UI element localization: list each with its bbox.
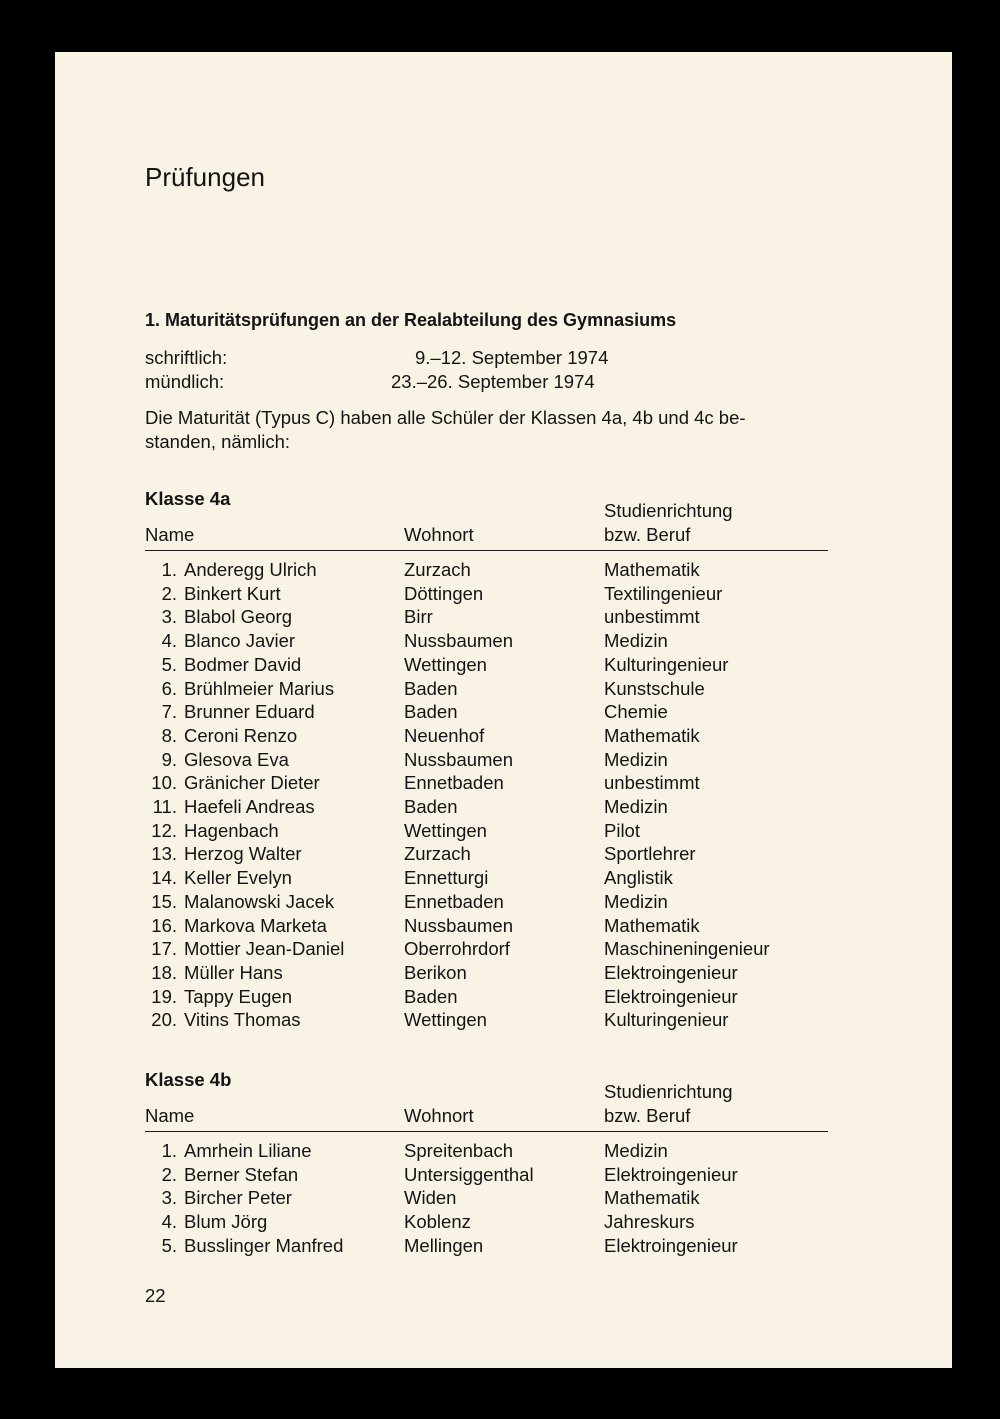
student-wohnort: Ennetbaden <box>404 772 504 794</box>
col-header-wohnort-4b: Wohnort <box>404 1105 474 1126</box>
row-number: 7. <box>161 701 177 723</box>
table-row <box>145 678 845 702</box>
student-wohnort: Wettingen <box>404 819 487 841</box>
intro-text-line2: standen, nämlich: <box>145 431 291 452</box>
student-beruf: Kunstschule <box>604 677 705 699</box>
class-4a-title: Klasse 4a <box>145 488 231 509</box>
schedule-label-written: schriftlich: <box>145 347 228 368</box>
student-name: Blum Jörg <box>184 1211 268 1233</box>
student-name: Haefeli Andreas <box>184 796 315 817</box>
student-name: Berner Stefan <box>184 1163 299 1185</box>
student-beruf: Elektroingenieur <box>604 1234 738 1256</box>
student-name: Gränicher Dieter <box>184 772 320 794</box>
table-row <box>145 583 845 607</box>
row-number: 4. <box>161 630 177 652</box>
student-name: Tappy Eugen <box>184 985 293 1007</box>
intro-text-line1: Die Maturität (Typus C) haben alle Schüler der Klassen 4a, 4b und 4c be- <box>145 407 746 428</box>
table-row <box>145 749 845 773</box>
table-row <box>145 1009 845 1033</box>
schedule-label-oral: mündlich: <box>145 371 225 392</box>
student-beruf: Mathematik <box>604 914 700 936</box>
student-name: Amrhein Liliane <box>184 1140 312 1161</box>
col-header-name-4a: Name <box>145 524 195 545</box>
student-beruf: Sportlehrer <box>604 843 696 865</box>
row-number: 15. <box>151 890 177 912</box>
student-beruf: Kulturingenieur <box>604 1009 729 1031</box>
row-number: 8. <box>161 724 177 746</box>
col-header-studien-4a: Studienrichtung <box>604 500 733 521</box>
table-row <box>145 606 845 630</box>
student-beruf: Medizin <box>604 748 668 770</box>
row-number: 20. <box>151 1009 177 1031</box>
row-number: 18. <box>151 961 177 983</box>
row-number: 1. <box>161 559 177 580</box>
student-beruf: Pilot <box>604 819 640 841</box>
student-name: Hagenbach <box>184 819 279 841</box>
schedule-dates-written: 9.–12. September 1974 <box>415 347 609 368</box>
student-name: Herzog Walter <box>184 843 302 865</box>
student-wohnort: Nussbaumen <box>404 630 514 652</box>
row-number: 5. <box>161 653 177 675</box>
student-wohnort: Spreitenbach <box>404 1140 514 1161</box>
row-number: 6. <box>161 677 177 699</box>
student-name: Vitins Thomas <box>184 1009 301 1031</box>
table-rule-4a <box>145 550 828 551</box>
table-row <box>145 938 845 962</box>
col-header-wohnort-4a: Wohnort <box>404 524 474 545</box>
student-name: Müller Hans <box>184 961 283 983</box>
student-beruf: Medizin <box>604 630 668 652</box>
row-number: 3. <box>161 1187 177 1209</box>
student-wohnort: Nussbaumen <box>404 748 514 770</box>
table-row <box>145 725 845 749</box>
student-beruf: Mathematik <box>604 724 700 746</box>
student-beruf: Medizin <box>604 796 668 817</box>
student-beruf: Kulturingenieur <box>604 653 729 675</box>
student-name: Binkert Kurt <box>184 582 281 604</box>
row-number: 11. <box>152 796 177 817</box>
student-beruf: Chemie <box>604 701 668 723</box>
col-header-beruf-4a: bzw. Beruf <box>604 524 691 545</box>
row-number: 1. <box>161 1140 177 1161</box>
student-wohnort: Baden <box>404 701 458 723</box>
student-name: Blabol Georg <box>184 606 292 628</box>
student-wohnort: Mellingen <box>404 1234 484 1256</box>
student-wohnort: Baden <box>404 677 458 699</box>
table-row <box>145 630 845 654</box>
student-wohnort: Ennetbaden <box>404 890 504 912</box>
student-beruf: Elektroingenieur <box>604 1163 738 1185</box>
student-wohnort: Baden <box>404 985 458 1007</box>
row-number: 5. <box>161 1234 177 1256</box>
section-heading: 1. Maturitätsprüfungen an der Realabteilung des Gymnasiums <box>145 310 677 330</box>
table-row <box>145 1211 845 1235</box>
table-row <box>145 654 845 678</box>
row-number: 4. <box>161 1211 177 1233</box>
student-name: Glesova Eva <box>184 748 289 770</box>
student-name: Blanco Javier <box>184 630 296 652</box>
student-beruf: Medizin <box>604 1140 668 1161</box>
table-row <box>145 986 845 1010</box>
student-beruf: Maschineningenieur <box>604 938 770 960</box>
student-name: Brühlmeier Marius <box>184 677 335 699</box>
class-4b-title: Klasse 4b <box>145 1069 232 1090</box>
student-name: Bircher Peter <box>184 1187 292 1209</box>
student-beruf: Mathematik <box>604 1187 700 1209</box>
table-row <box>145 559 845 583</box>
student-beruf: unbestimmt <box>604 606 700 628</box>
student-name: Bodmer David <box>184 653 302 675</box>
student-name: Malanowski Jacek <box>184 890 335 912</box>
col-header-studien-4b: Studienrichtung <box>604 1081 733 1102</box>
student-name: Mottier Jean-Daniel <box>184 938 345 960</box>
col-header-name-4b: Name <box>145 1105 195 1126</box>
table-row <box>145 915 845 939</box>
row-number: 9. <box>161 748 177 770</box>
student-name: Brunner Eduard <box>184 701 315 723</box>
col-header-beruf-4b: bzw. Beruf <box>604 1105 691 1126</box>
student-wohnort: Wettingen <box>404 1009 487 1031</box>
row-number: 2. <box>161 1163 177 1185</box>
table-row <box>145 1164 845 1188</box>
student-name: Keller Evelyn <box>184 867 292 889</box>
student-beruf: Elektroingenieur <box>604 985 738 1007</box>
student-wohnort: Baden <box>404 796 458 817</box>
row-number: 19. <box>151 985 177 1007</box>
student-beruf: unbestimmt <box>604 772 700 794</box>
row-number: 13. <box>151 843 177 865</box>
student-name: Ceroni Renzo <box>184 724 298 746</box>
row-number: 17. <box>151 938 177 960</box>
student-wohnort: Zurzach <box>404 843 471 865</box>
student-beruf: Elektroingenieur <box>604 961 738 983</box>
student-wohnort: Neuenhof <box>404 724 485 746</box>
table-row <box>145 843 845 867</box>
row-number: 10. <box>151 772 177 794</box>
table-row <box>145 796 845 820</box>
student-wohnort: Zurzach <box>404 559 471 580</box>
student-name: Busslinger Manfred <box>184 1234 344 1256</box>
page-title: Prüfungen <box>145 162 265 192</box>
student-beruf: Jahreskurs <box>604 1211 695 1233</box>
student-wohnort: Birr <box>404 606 433 628</box>
student-wohnort: Nussbaumen <box>404 914 514 936</box>
student-name: Markova Marketa <box>184 914 327 936</box>
student-wohnort: Ennetturgi <box>404 867 489 889</box>
student-beruf: Anglistik <box>604 867 673 889</box>
page-number: 22 <box>145 1285 166 1306</box>
student-wohnort: Wettingen <box>404 653 487 675</box>
student-wohnort: Koblenz <box>404 1211 471 1233</box>
table-row <box>145 962 845 986</box>
student-wohnort: Oberrohrdorf <box>404 938 510 960</box>
table-rule-4b <box>145 1131 828 1132</box>
student-beruf: Medizin <box>604 890 668 912</box>
table-row <box>145 820 845 844</box>
schedule-dates-oral: 23.–26. September 1974 <box>391 371 595 392</box>
student-beruf: Mathematik <box>604 559 700 580</box>
student-name: Anderegg Ulrich <box>184 559 317 580</box>
row-number: 16. <box>151 914 177 936</box>
student-wohnort: Untersiggenthal <box>404 1163 534 1185</box>
table-row <box>145 1235 845 1259</box>
table-row <box>145 1187 845 1211</box>
table-row <box>145 891 845 915</box>
table-row <box>145 772 845 796</box>
table-row <box>145 701 845 725</box>
table-row <box>145 867 845 891</box>
student-beruf: Textilingenieur <box>604 582 723 604</box>
row-number: 2. <box>161 582 177 604</box>
row-number: 14. <box>151 867 177 889</box>
student-wohnort: Berikon <box>404 961 467 983</box>
row-number: 12. <box>151 819 177 841</box>
student-wohnort: Widen <box>404 1187 457 1209</box>
student-wohnort: Döttingen <box>404 582 484 604</box>
document-page <box>55 52 952 1368</box>
table-row <box>145 1140 845 1164</box>
row-number: 3. <box>161 606 177 628</box>
